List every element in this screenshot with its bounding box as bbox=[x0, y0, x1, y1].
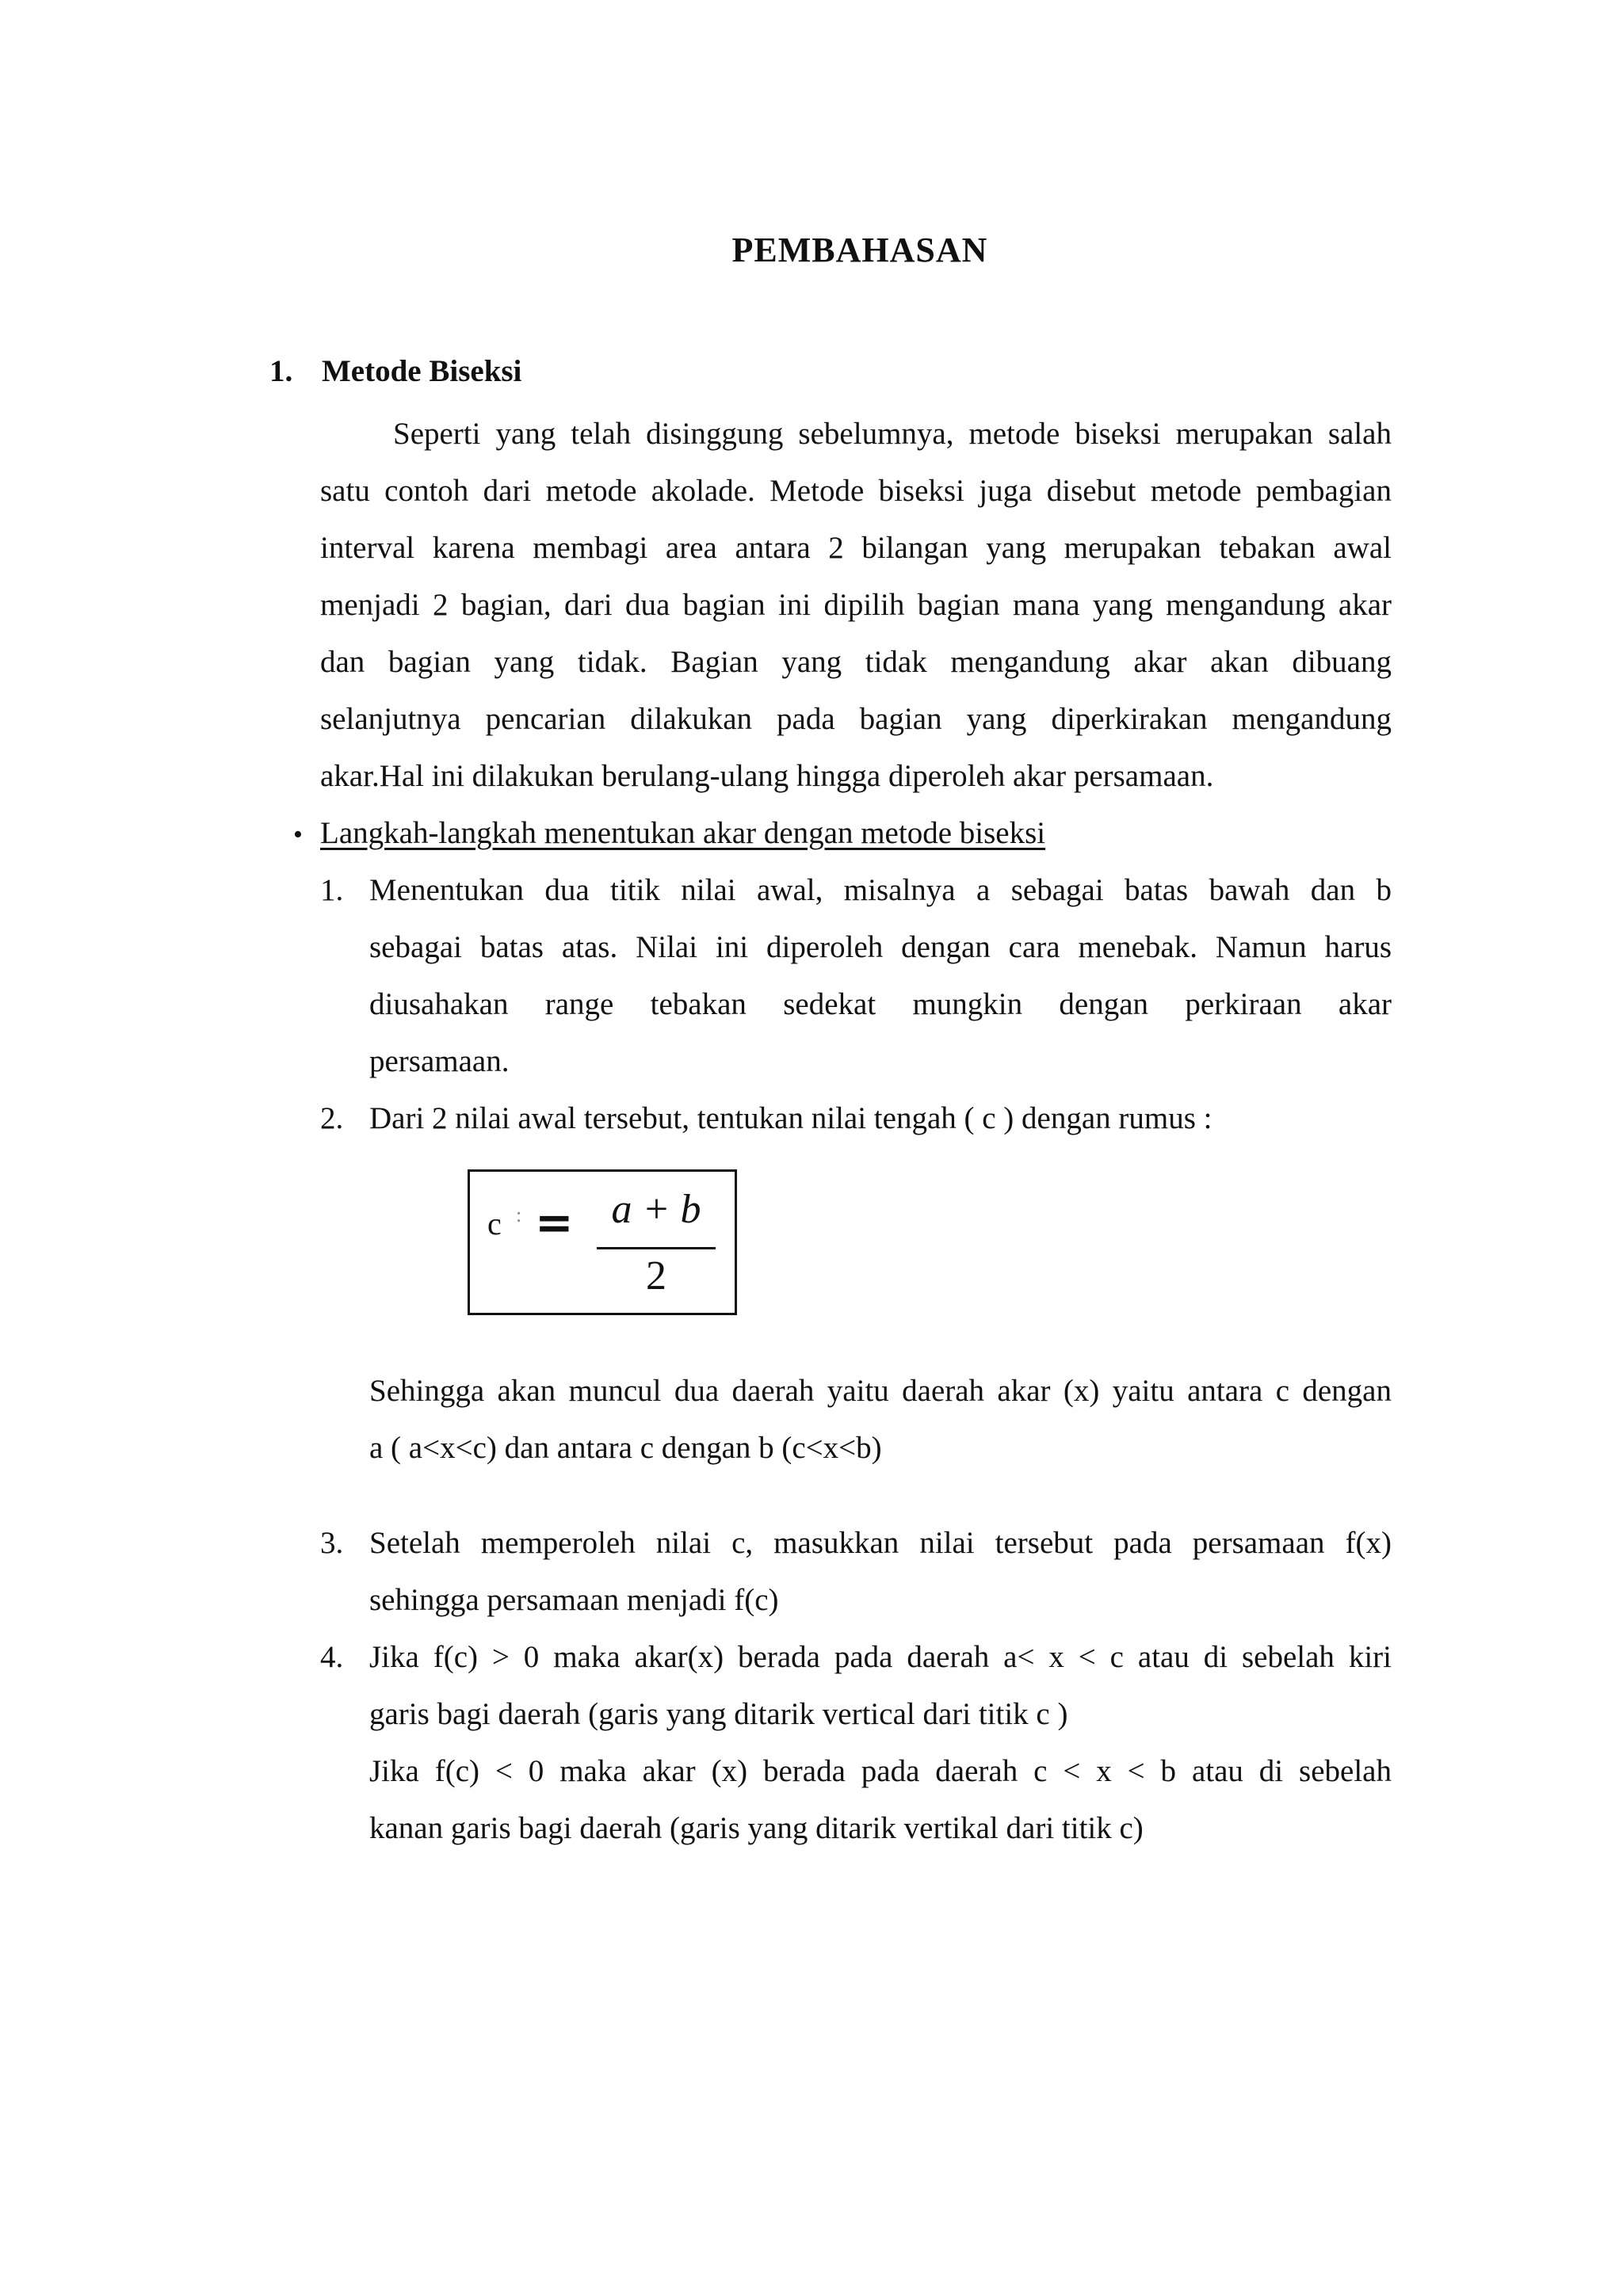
paragraph-line: satu contoh dari metode akolade. Metode biseksi juga disebut metode pembagian bbox=[320, 474, 1392, 508]
formula-explanation bbox=[320, 1363, 1392, 1477]
section-title: Metode Biseksi bbox=[322, 354, 522, 388]
step-line: garis bagi daerah (garis yang ditarik vertical dari titik c ) bbox=[369, 1697, 1068, 1731]
section-number: 1. bbox=[269, 354, 293, 388]
fraction-bar bbox=[597, 1247, 716, 1249]
step-line: diusahakan range tebakan sedekat mungkin dengan perkiraan akar bbox=[369, 987, 1392, 1021]
steps-bullet bbox=[293, 805, 1045, 864]
step-line: Dari 2 nilai awal tersebut, tentukan nilai tengah ( c ) dengan rumus : bbox=[369, 1101, 1212, 1135]
intro-paragraph bbox=[320, 406, 1392, 805]
explanation-line: a ( a<x<c) dan antara c dengan b (c<x<b) bbox=[369, 1431, 882, 1465]
step-item bbox=[320, 1515, 1392, 1629]
step-item bbox=[320, 1629, 1392, 1857]
explanation-line: Sehingga akan muncul dua daerah yaitu daerah akar (x) yaitu antara c dengan bbox=[369, 1374, 1392, 1408]
step-line: persamaan. bbox=[369, 1044, 510, 1078]
page-title: PEMBAHASAN bbox=[731, 231, 988, 269]
paragraph-line: selanjutnya pencarian dilakukan pada bagian yang diperkirakan mengandung bbox=[320, 702, 1392, 736]
paragraph-line: akar.Hal ini dilakukan berulang-ulang hingga diperoleh akar persamaan. bbox=[320, 759, 1214, 793]
step-number: 2. bbox=[320, 1101, 344, 1135]
bullet-text: Langkah-langkah menentukan akar dengan metode biseksi bbox=[320, 816, 1046, 850]
formula-denominator: 2 bbox=[646, 1253, 666, 1299]
step-line: Setelah memperoleh nilai c, masukkan nilai tersebut pada persamaan f(x) bbox=[369, 1526, 1392, 1560]
formula-colon: : bbox=[516, 1203, 522, 1226]
paragraph-line: Seperti yang telah disinggung sebelumnya, metode biseksi merupakan salah bbox=[393, 417, 1392, 451]
step-number: 3. bbox=[320, 1526, 344, 1560]
step-item bbox=[320, 862, 1392, 1090]
formula-lhs: c bbox=[487, 1206, 502, 1241]
paragraph-line: menjadi 2 bagian, dari dua bagian ini dipilih bagian mana yang mengandung akar bbox=[320, 588, 1392, 622]
step-item bbox=[320, 1090, 1392, 1147]
step-number: 1. bbox=[320, 873, 344, 907]
step-line: sehingga persamaan menjadi f(c) bbox=[369, 1583, 779, 1617]
step-line: sebagai batas atas. Nilai ini diperoleh dengan cara menebak. Namun harus bbox=[369, 930, 1392, 964]
formula-numerator: a + b bbox=[611, 1187, 701, 1232]
step-line: Menentukan dua titik nilai awal, misalnya a sebagai batas bawah dan b bbox=[369, 873, 1392, 907]
step-number: 4. bbox=[320, 1640, 344, 1674]
section-heading bbox=[269, 353, 521, 389]
step-line: Jika f(c) > 0 maka akar(x) berada pada daerah a< x < c atau di sebelah kiri bbox=[369, 1640, 1392, 1674]
formula-equals: = bbox=[535, 1196, 574, 1249]
midpoint-formula bbox=[468, 1169, 737, 1315]
step-line: Jika f(c) < 0 maka akar (x) berada pada daerah c < x < b atau di sebelah bbox=[369, 1754, 1392, 1788]
paragraph-line: interval karena membagi area antara 2 bilangan yang merupakan tebakan awal bbox=[320, 531, 1392, 565]
paragraph-line: dan bagian yang tidak. Bagian yang tidak mengandung akar akan dibuang bbox=[320, 645, 1392, 679]
step-line: kanan garis bagi daerah (garis yang ditarik vertikal dari titik c) bbox=[369, 1811, 1144, 1845]
bullet-icon: • bbox=[293, 820, 303, 849]
